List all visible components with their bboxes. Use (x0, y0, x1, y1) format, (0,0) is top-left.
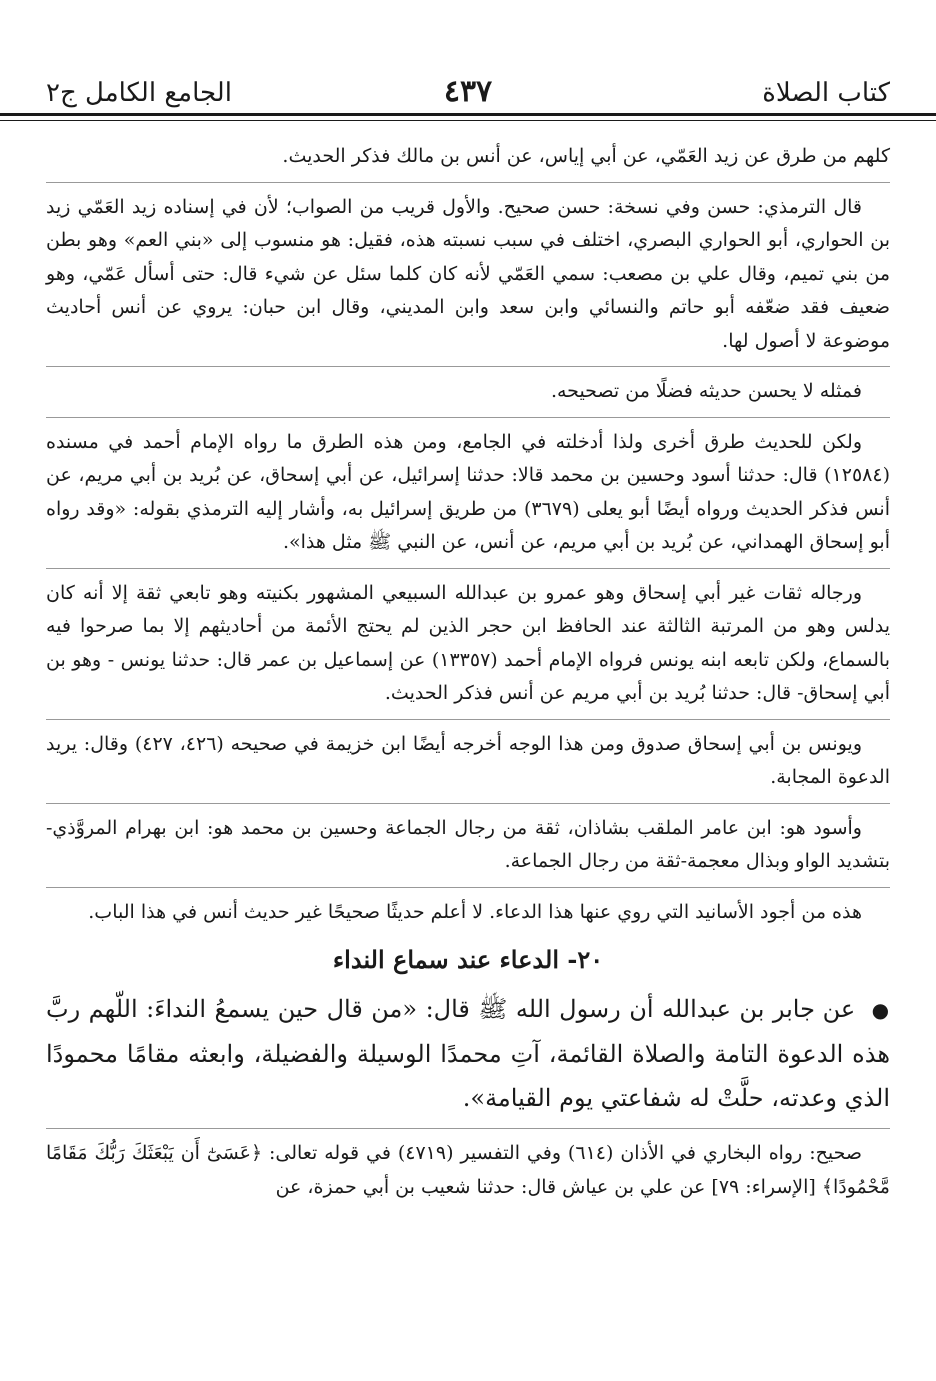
paragraph-3: فمثله لا يحسن حديثه فضلًا من تصحيحه. (550, 380, 862, 402)
divider (46, 417, 890, 418)
paragraph-2: قال الترمذي: حسن وفي نسخة: حسن صحيح. والأول قريب من الصواب؛ لأن في إسناده زيد العَمّي زيد بن الحواري، أبو الحواري البصري، اختلف في سبب نسبته هذه، فقيل: هو منسوب إلى «بني العم» وهو بطن من بني تميم، وقال علي بن مصعب: سمي العَمّي لأنه كان كلما سئل عن شيء قال: حتى أسأل عَمّي، وهو ضعيف فقد ضعّفه أبو حاتم والنسائي وابن سعد وابن المديني، وقال ابن حبان: يروي عن أنس أحاديث موضوعة لا أصول لها. (46, 195, 890, 352)
divider (46, 887, 890, 888)
chapter-title: ٢٠- الدعاء عند سماع النداء (332, 945, 604, 974)
page-body (46, 140, 890, 1212)
paragraph-1: كلهم من طرق عن زيد العَمّي، عن أبي إياس، عن أنس بن مالك فذكر الحديث. (282, 145, 890, 167)
divider (46, 803, 890, 804)
paragraph-8: هذه من أجود الأسانيد التي روي عنها هذا الدعاء. لا أعلم حديثًا صحيحًا غير حديث أنس في هذا الباب. (88, 900, 862, 923)
divider (46, 568, 890, 569)
paragraph-6: ويونس بن أبي إسحاق صدوق ومن هذا الوجه أخرجه أيضًا ابن خزيمة في صحيحه (٤٢٦، ٤٢٧) وقال: يريد الدعوة المجابة. (46, 732, 890, 788)
divider (46, 1128, 890, 1129)
page-header (46, 0, 890, 112)
divider (46, 366, 890, 367)
book-title: كتاب الصلاة (762, 78, 890, 108)
series-title: الجامع الكامل ج٢ (46, 78, 232, 108)
header-rule-thin (0, 120, 936, 121)
hadith-text-block (46, 987, 890, 1120)
commentary: صحيح: رواه البخاري في الأذان (٦١٤) وفي التفسير (٤٧١٩) في قوله تعالى: ﴿عَسَىٰٓ أَن يَبْعَثَكَ رَبُّكَ مَقَامًا مَّحْمُودًا﴾ [الإسراء: ٧٩] عن علي بن عياش قال: حدثنا شعيب بن أبي حمزة، عن (46, 1142, 890, 1198)
divider (46, 182, 890, 183)
hadith-text: عن جابر بن عبدالله أن رسول الله ﷺ قال: «من قال حين يسمعُ النداءَ: اللّهم ربَّ هذه الدعوة التامة والصلاة القائمة، آتِ محمدًا الوسيلة والفضيلة، وابعثه مقامًا محمودًا الذي وعدته، حلَّتْ له شفاعتي يوم القيامة». (46, 995, 890, 1112)
paragraph-7: وأسود هو: ابن عامر الملقب بشاذان، ثقة من رجال الجماعة وحسين بن محمد هو: ابن بهرام المروَّذي-بتشديد الواو وبذال معجمة-ثقة من رجال الجماعة. (46, 816, 890, 872)
paragraph-5: ورجاله ثقات غير أبي إسحاق وهو عمرو بن عبدالله السبيعي المشهور بكنيته وهو تابعي ثقة إلا أنه كان يدلس وهو من المرتبة الثالثة عند الحافظ ابن حجر الذين لم يحتج الأئمة من أحاديثهم إلا بما صرحوا فيه بالسماع، ولكن تابعه ابنه يونس فرواه الإمام أحمد (١٣٣٥٧) عن إسماعيل بن عمر قال: حدثنا يونس - وهو بن أبي إسحاق- قال: حدثنا بُريد بن أبي مريم عن أنس فذكر الحديث. (46, 581, 891, 704)
header-rule-thick (0, 113, 936, 116)
divider (46, 719, 890, 720)
page-number: ٤٣٧ (443, 74, 493, 109)
paragraph-4: ولكن للحديث طرق أخرى ولذا أدخلته في الجامع، ومن هذه الطرق ما رواه الإمام أحمد في مسنده (١٢٥٨٤) قال: حدثنا أسود وحسين بن محمد قالا: حدثنا إسرائيل، عن أبي إسحاق، عن بُريد بن أبي مريم، عن أنس فذكر الحديث ورواه أيضًا أبو يعلى (٣٦٧٩) من طريق إسرائيل به، وأشار إليه الترمذي بقوله: «وقد رواه أبو إسحاق الهمداني، عن بُريد بن أبي مريم، عن أنس، عن النبي ﷺ مثل هذا». (46, 430, 890, 553)
bullet-icon: ● (871, 998, 890, 1022)
